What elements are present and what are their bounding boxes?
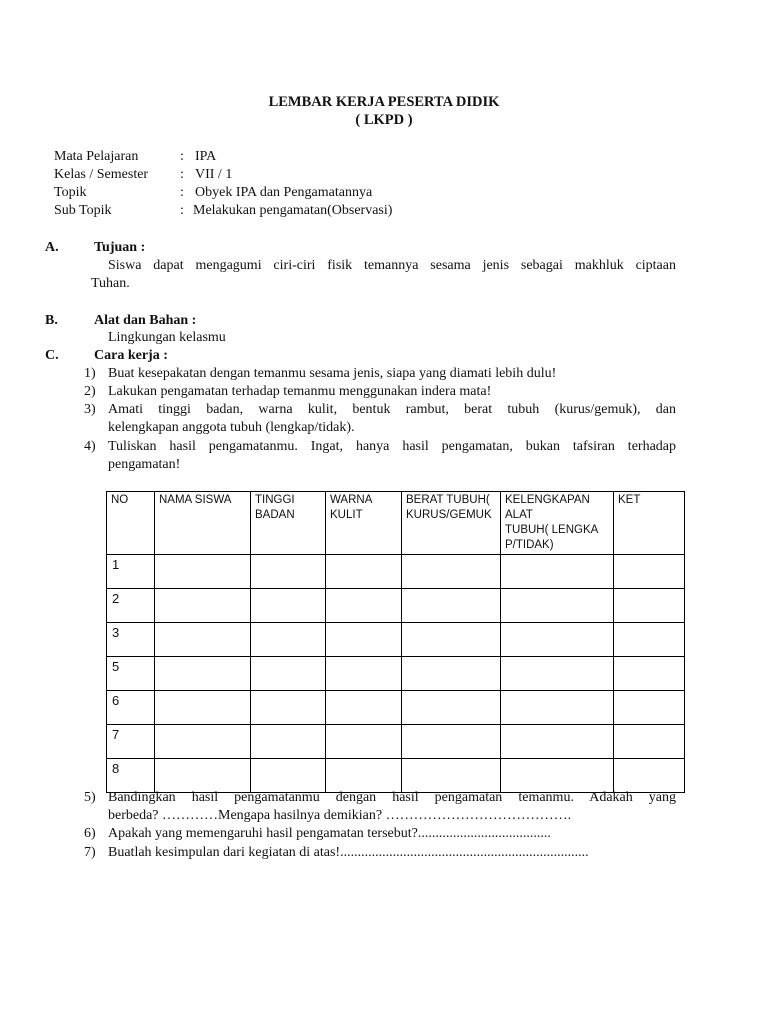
row-number: 2 (107, 589, 155, 623)
table-cell[interactable] (326, 759, 402, 793)
table-cell[interactable] (326, 725, 402, 759)
table-row (107, 725, 685, 759)
row-number: 7 (107, 725, 155, 759)
table-cell[interactable] (501, 657, 614, 691)
identity-label-subtopic: Sub Topik (54, 203, 112, 218)
identity-value-class: VII / 1 (195, 167, 233, 182)
page-subtitle: ( LKPD ) (355, 112, 413, 128)
section-c-heading: Cara kerja : (94, 348, 168, 363)
table-cell[interactable] (251, 555, 326, 589)
observation-table (106, 491, 685, 793)
table-cell[interactable] (614, 691, 685, 725)
page-title: LEMBAR KERJA PESERTA DIDIK (268, 94, 500, 110)
column-header-weight: BERAT TUBUH( KURUS/GEMUK (402, 492, 501, 555)
table-cell[interactable] (326, 691, 402, 725)
step-text: Buat kesepakatan dengan temanmu sesama jenis, siapa yang diamati lebih dulu! (108, 366, 557, 381)
column-header-height: TINGGI BADAN (251, 492, 326, 555)
step-text: Amati tinggi badan, warna kulit, bentuk rambut, berat tubuh (kurus/gemuk), dan (108, 402, 676, 417)
section-b-text: Lingkungan kelasmu (108, 330, 226, 345)
section-a-heading: Tujuan : (94, 240, 146, 255)
table-cell[interactable] (155, 759, 251, 793)
table-cell[interactable] (501, 725, 614, 759)
row-number: 1 (107, 555, 155, 589)
table-cell[interactable] (251, 657, 326, 691)
step-text-cont: berbeda? …………Mengapa hasilnya demikian? …………………………………. (108, 808, 572, 823)
table-cell[interactable] (402, 759, 501, 793)
identity-value-subject: IPA (195, 149, 217, 164)
table-cell[interactable] (614, 589, 685, 623)
table-header-row (107, 492, 685, 555)
step-number: 3) (84, 402, 96, 417)
identity-value-topic: Obyek IPA dan Pengamatannya (195, 185, 373, 200)
section-a-text-line2: Tuhan. (91, 276, 130, 291)
table-cell[interactable] (501, 623, 614, 657)
table-row (107, 589, 685, 623)
column-header-name: NAMA SISWA (155, 492, 251, 555)
step-number: 5) (84, 790, 96, 805)
table-cell[interactable] (402, 691, 501, 725)
table-cell[interactable] (614, 657, 685, 691)
row-number: 5 (107, 657, 155, 691)
identity-label-topic: Topik (54, 185, 87, 200)
table-cell[interactable] (251, 623, 326, 657)
table-row (107, 691, 685, 725)
table-cell[interactable] (402, 725, 501, 759)
table-cell[interactable] (402, 657, 501, 691)
table-cell[interactable] (155, 589, 251, 623)
step-number: 2) (84, 384, 96, 399)
table-cell[interactable] (326, 555, 402, 589)
table-cell[interactable] (155, 657, 251, 691)
identity-label-subject: Mata Pelajaran (54, 149, 139, 164)
identity-sep: : (180, 185, 184, 200)
table-cell[interactable] (155, 623, 251, 657)
step-number: 4) (84, 439, 96, 454)
column-header-completeness: KELENGKAPAN ALAT TUBUH( LENGKA P/TIDAK) (501, 492, 614, 555)
table-cell[interactable] (501, 759, 614, 793)
step-text: Lakukan pengamatan terhadap temanmu menggunakan indera mata! (108, 384, 492, 399)
step-text: Buatlah kesimpulan dari kegiatan di atas!....................................................................... (108, 845, 589, 860)
row-number: 8 (107, 759, 155, 793)
table-cell[interactable] (155, 691, 251, 725)
table-cell[interactable] (155, 555, 251, 589)
identity-sep: : (180, 203, 184, 218)
table-cell[interactable] (155, 725, 251, 759)
table-cell[interactable] (614, 623, 685, 657)
table-row (107, 759, 685, 793)
table-cell[interactable] (402, 623, 501, 657)
table-cell[interactable] (251, 589, 326, 623)
table-cell[interactable] (251, 691, 326, 725)
section-b-heading: Alat dan Bahan : (94, 313, 197, 328)
section-c-letter: C. (45, 348, 59, 363)
step-number: 1) (84, 366, 96, 381)
step-number: 7) (84, 845, 96, 860)
identity-label-class: Kelas / Semester (54, 167, 149, 182)
table-cell[interactable] (402, 555, 501, 589)
table-row (107, 623, 685, 657)
column-header-no: NO (107, 492, 155, 555)
step-number: 6) (84, 826, 96, 841)
section-a-letter: A. (45, 240, 59, 255)
step-text-cont: pengamatan! (108, 457, 181, 472)
step-text: Tuliskan hasil pengamatanmu. Ingat, hanya hasil pengamatan, bukan tafsiran terhadap (108, 439, 676, 454)
table-cell[interactable] (501, 589, 614, 623)
table-row (107, 657, 685, 691)
table-cell[interactable] (251, 759, 326, 793)
identity-sep: : (180, 149, 184, 164)
table-cell[interactable] (614, 759, 685, 793)
identity-sep: : (180, 167, 184, 182)
step-text: Bandingkan hasil pengamatanmu dengan hasil pengamatan temanmu. Adakah yang (108, 790, 676, 805)
table-cell[interactable] (326, 623, 402, 657)
table-cell[interactable] (614, 725, 685, 759)
step-text: Apakah yang memengaruhi hasil pengamatan tersebut?...................................... (108, 826, 551, 841)
table-cell[interactable] (614, 555, 685, 589)
column-header-notes: KET (614, 492, 685, 555)
row-number: 6 (107, 691, 155, 725)
section-b-letter: B. (45, 313, 58, 328)
table-cell[interactable] (501, 691, 614, 725)
identity-value-subtopic: Melakukan pengamatan(Observasi) (193, 203, 393, 218)
section-a-text-line1: Siswa dapat mengagumi ciri-ciri fisik temannya sesama jenis sebagai makhluk ciptaan (108, 258, 676, 273)
table-cell[interactable] (251, 725, 326, 759)
table-cell[interactable] (501, 555, 614, 589)
table-cell[interactable] (402, 589, 501, 623)
table-cell[interactable] (326, 589, 402, 623)
column-header-skin-color: WARNA KULIT (326, 492, 402, 555)
row-number: 3 (107, 623, 155, 657)
table-row (107, 555, 685, 589)
step-text-cont: kelengkapan anggota tubuh (lengkap/tidak). (108, 420, 355, 435)
table-cell[interactable] (326, 657, 402, 691)
